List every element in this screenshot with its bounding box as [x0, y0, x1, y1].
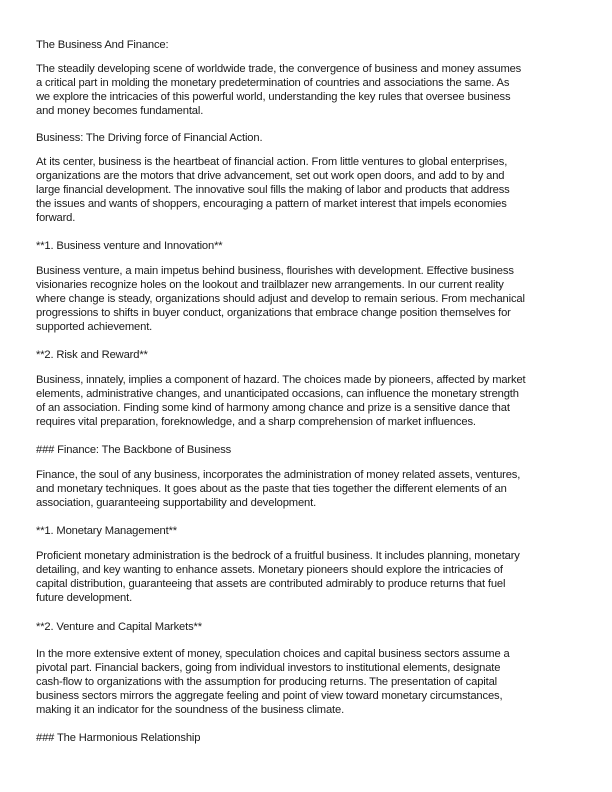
body-paragraph	[36, 549, 520, 605]
text-line: a critical part in molding the monetary predetermination of countries and associations the same. As	[36, 77, 510, 89]
body-paragraph	[36, 264, 525, 334]
text-line: Business venture, a main impetus behind business, flourishes with development. Effective business	[36, 265, 514, 277]
section-heading	[36, 131, 262, 145]
text-line: Business, innately, implies a component of hazard. The choices made by pioneers, affected by market	[36, 374, 526, 386]
section-heading	[36, 348, 148, 362]
text-line: supported achievement.	[36, 321, 153, 333]
text-line: Finance, the soul of any business, incorporates the administration of money related assets, ventures,	[36, 469, 521, 481]
body-paragraph	[36, 62, 521, 118]
section-heading	[36, 731, 200, 745]
text-line: association, guaranteeing supportability and development.	[36, 497, 317, 509]
body-paragraph	[36, 155, 510, 225]
text-line: requires vital preparation, foreknowledge, and a sharp comprehension of market influences.	[36, 416, 476, 428]
text-line: large financial development. The innovative soul fills the making of labor and products that address	[36, 184, 510, 196]
text-line: and monetary techniques. It goes about as the paste that ties together the different elements of an	[36, 483, 507, 495]
text-line: pivotal part. Financial backers, going from individual investors to institutional elements, designate	[36, 662, 501, 674]
section-heading	[36, 524, 177, 538]
section-heading	[36, 443, 231, 457]
text-line: future development.	[36, 592, 133, 604]
body-paragraph	[36, 468, 520, 510]
text-line: and money becomes fundamental.	[36, 105, 204, 117]
text-line: At its center, business is the heartbeat of financial action. From little ventures to global enterprises,	[36, 156, 508, 168]
text-line: the issues and wants of shoppers, encouraging a pattern of market interest that impels economies	[36, 198, 507, 210]
section-heading	[36, 239, 222, 253]
text-line: organizations are the motors that drive advancement, set out work open doors, and add to by and	[36, 170, 505, 182]
text-line: ### Finance: The Backbone of Business	[36, 444, 232, 456]
text-line: **2. Risk and Reward**	[36, 349, 148, 361]
text-line: In the more extensive extent of money, speculation choices and capital business sectors assume a	[36, 648, 510, 660]
text-line: Business: The Driving force of Financial Action.	[36, 132, 263, 144]
text-line: where change is steady, organizations should adjust and develop to remain serious. From mechanical	[36, 293, 525, 305]
text-line: of an association. Finding some kind of harmony among chance and prize is a sensitive dance that	[36, 402, 510, 414]
text-line: elements, administrative changes, and unanticipated occasions, can influence the monetary strength	[36, 388, 519, 400]
text-line: capital distribution, guaranteeing that assets are contributed admirably to produce returns that fuel	[36, 578, 506, 590]
text-line: The steadily developing scene of worldwide trade, the convergence of business and money assumes	[36, 63, 522, 75]
text-line: **1. Monetary Management**	[36, 525, 177, 537]
text-line: visionaries recognize holes on the lookout and trailblazer new arrangements. In our current reality	[36, 279, 504, 291]
text-line: **1. Business venture and Innovation**	[36, 240, 223, 252]
text-line: Proficient monetary administration is the bedrock of a fruitful business. It includes planning, monetary	[36, 550, 520, 562]
body-paragraph	[36, 647, 510, 717]
body-paragraph	[36, 373, 525, 429]
text-line: cash-flow to organizations with the assumption for producing returns. The presentation of capital	[36, 676, 497, 688]
text-line: **2. Venture and Capital Markets**	[36, 621, 202, 633]
text-line: ### The Harmonious Relationship	[36, 732, 201, 744]
text-line: business sectors mirrors the aggregate feeling and point of view toward monetary circumstances,	[36, 690, 503, 702]
text-line: we explore the intricacies of this powerful world, understanding the key rules that oversee business	[36, 91, 511, 103]
text-line: progressions to shifts in buyer conduct, organizations that embrace change position themselves for	[36, 307, 511, 319]
text-line: The Business And Finance:	[36, 39, 169, 51]
text-line: forward.	[36, 212, 76, 224]
section-heading	[36, 620, 202, 634]
text-line: detailing, and key wanting to enhance assets. Monetary pioneers should explore the intricacies of	[36, 564, 503, 576]
text-line: making it an indicator for the soundness of the business climate.	[36, 704, 345, 716]
document-title	[36, 38, 168, 52]
